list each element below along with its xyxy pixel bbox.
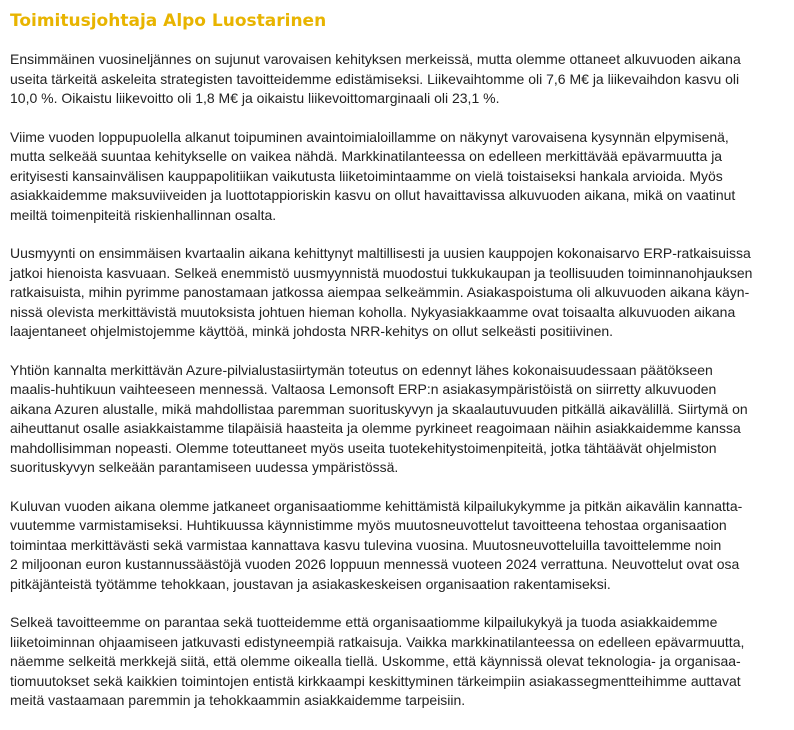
text-line: näemme selkeitä merkkejä siitä, että olemme oikealla tiellä. Uskomme, että käynnissä olevat teknologia- ja organisaa- (10, 653, 741, 669)
text-line: laajentaneet ohjelmistojemme käyttöä, minkä johdosta NRR-kehitys on ollut selkeästi positiivinen. (10, 323, 614, 339)
text-line: Yhtiön kannalta merkittävän Azure-pilvialustasiirtymän toteutus on edennyt lähes kokonaisuudessaan päätökseen (10, 361, 713, 378)
paragraph-1 (10, 50, 780, 109)
text-line: useita tärkeitä askeleita strategisten tavoitteidemme edistämiseksi. Liikevaihtomme oli 7,6 M€ ja liikevaihdon kasvu oli (10, 70, 740, 87)
text-line: asiakkaidemme maksuviiveiden ja luottotappioriskin kasvu on ollut havaittavissa alkuvuoden aikana, mikä on vaatinut (10, 187, 736, 203)
text-line: mutta selkeää suuntaa kehitykselle on vaikea nähdä. Markkinatilanteessa on edelleen merkittävää epävarmuutta ja (10, 148, 723, 164)
text-line: jatkoi hienoista kasvuaan. Selkeä enemmistö uusmyynnistä muodostui tukkukaupan ja teollisuuden toiminnanohjauksen (10, 264, 753, 281)
text-line: 2 miljoonan euron kustannussäästöjä vuoden 2026 loppuun mennessä vuoteen 2024 verrattuna. Neuvottelut ovat osa (10, 556, 740, 572)
document-page (10, 8, 780, 730)
text-line: suorituskyvyn selkeään parantamiseen uudessa ympäristössä. (10, 459, 399, 475)
paragraph-5 (10, 497, 780, 595)
text-line: maalis-huhtikuun vaihteeseen mennessä. Valtaosa Lemonsoft ERP:n asiakasympäristöistä on siirretty alkuvuoden (10, 381, 717, 397)
text-line: aikana Azuren alustalle, mikä mahdollistaa paremman suorituskyvyn ja skaalautuvuuden pitkällä aikavälillä. Siirtymä on (10, 400, 748, 417)
page-title: Toimitusjohtaja Alpo Luostarinen (10, 11, 327, 31)
text-line: Viime vuoden loppupuolella alkanut toipuminen avaintoimialoillamme on näkynyt varovaisena kysynnän elpymisenä, (10, 128, 729, 145)
text-line: meitä vastaamaan paremmin ja tehokkaammin asiakkaidemme tarpeisiin. (10, 692, 466, 708)
text-line: nissä olevista merkittävistä muutoksista johtuen hieman koholla. Nykyasiakkaamme ovat toisaalta alkuvuoden aikana (10, 303, 736, 320)
paragraph-2 (10, 128, 780, 226)
text-line: meiltä toimenpiteitä riskienhallinnan osalta. (10, 206, 277, 223)
paragraph-6 (10, 613, 780, 711)
text-line: vuutemme varmistamiseksi. Huhtikuussa käynnistimme myös muutosneuvottelut tavoitteena tehostaa organisaation (10, 517, 727, 533)
text-line: Kuluvan vuoden aikana olemme jatkaneet organisaatiomme kehittämistä kilpailukykymme ja pitkän aikavälin kannatta- (10, 497, 743, 514)
text-line: Uusmyynti on ensimmäisen kvartaalin aikana kehittynyt maltillisesti ja uusien kauppojen kokonaisarvo ERP-ratkaisuissa (10, 245, 751, 261)
paragraph-4 (10, 361, 780, 478)
text-line: pitkäjänteistä työtämme tehokkaan, joustavan ja asiakaskeskeisen organisaation rakentamiseksi. (10, 575, 611, 592)
paragraph-3 (10, 244, 780, 342)
text-line: Ensimmäinen vuosineljännes on sujunut varovaisen kehityksen merkeissä, mutta olemme ottaneet alkuvuoden aikana (10, 51, 741, 67)
text-line: ratkaisuista, mihin pyrimme panostamaan jatkossa aiempaa selkeämmin. Asiakaspoistuma oli alkuvuoden aikana käyn- (10, 284, 750, 300)
text-line: aiheuttanut osalle asiakkaistamme tilapäisiä haasteita ja olemme pyrkineet reagoimaan näihin asiakkaidemme kanssa (10, 420, 741, 436)
text-line: toimintaa merkittävästi sekä varmistaa kannattava kasvu tulevina vuosina. Muutosneuvotteluilla tavoittelemme noin (10, 536, 722, 553)
text-line: Selkeä tavoitteemme on parantaa sekä tuotteidemme että organisaatiomme kilpailukykyä ja tuoda asiakkaidemme (10, 614, 718, 630)
text-line: 10,0 %. Oikaistu liikevoitto oli 1,8 M€ ja oikaistu liikevoittomarginaali oli 23,1 %. (10, 90, 500, 106)
text-line: liiketoiminnan ohjaamiseen jatkuvasti edistyneempiä ratkaisuja. Vaikka markkinatilanteessa on edelleen epävarmuutta, (10, 633, 745, 650)
text-line: erityisesti kansainvälisen kauppapolitiikan vaikutusta liiketoimintaamme on vielä toistaiseksi hankala arvioida. Myös (10, 167, 723, 184)
text-line: tiomuutokset sekä kaikkien toimintojen entistä kirkkaampi keskittyminen tärkeimpiin asiakassegmentteihimme auttavat (10, 672, 741, 689)
text-line: mahdollisimman nopeasti. Olemme toteuttaneet myös useita tuotekehitystoimenpiteitä, jotka tähtäävät ohjelmiston (10, 439, 717, 456)
